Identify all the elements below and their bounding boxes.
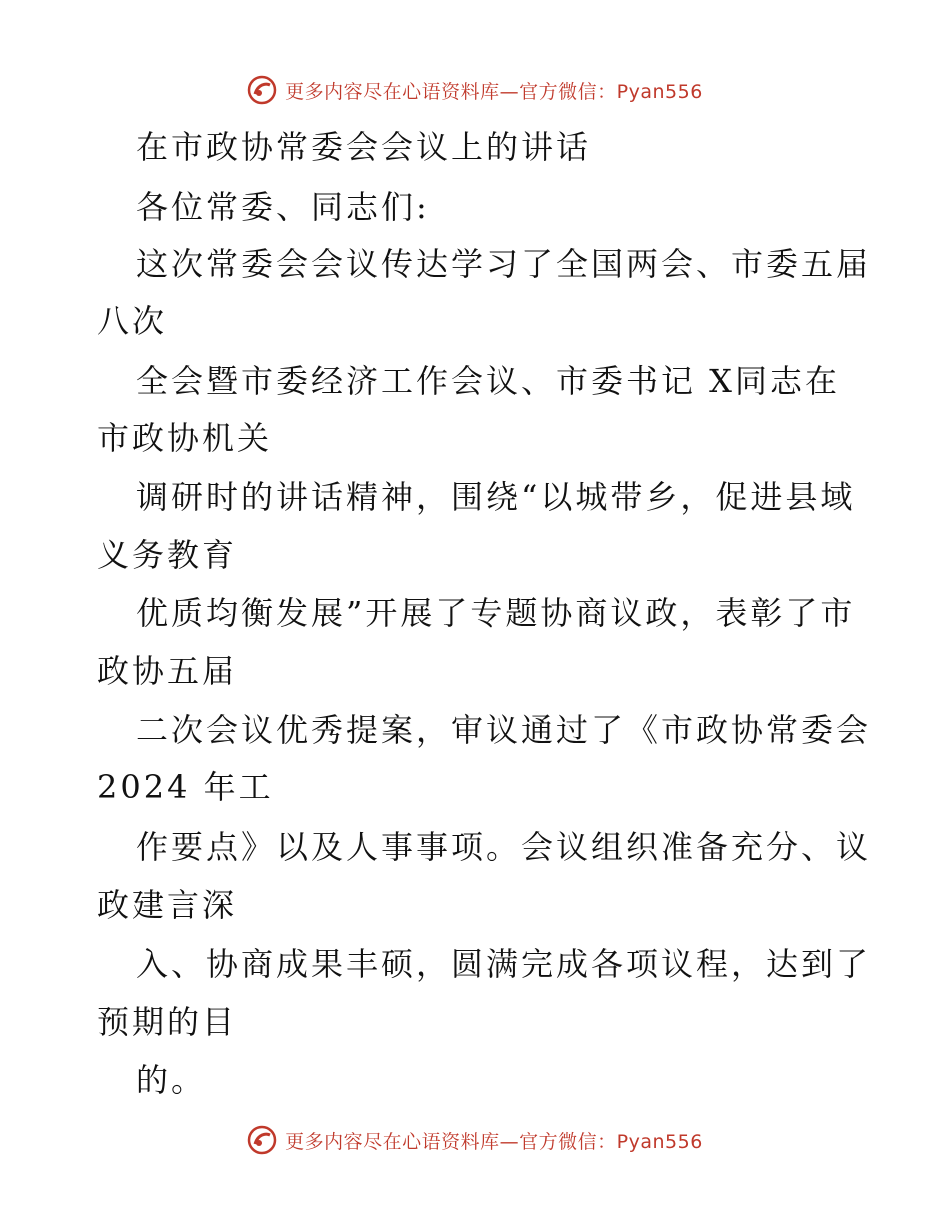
body-line: 政协五届 [97, 652, 238, 690]
body-line: 政建言深 [97, 886, 238, 924]
watermark-footer [0, 1120, 950, 1160]
watermark-text: 更多内容尽在心语资料库—官方微信：Pyan556 [285, 1130, 703, 1153]
brand-logo-icon [247, 1125, 277, 1155]
brand-logo-icon [247, 75, 277, 105]
body-line: 的。 [136, 1061, 207, 1099]
document-title: 在市政协常委会会议上的讲话 [136, 128, 592, 166]
watermark-text: 更多内容尽在心语资料库—官方微信：Pyan556 [285, 80, 703, 103]
body-line: 入、协商成果丰硕，圆满完成各项议程，达到了 [136, 945, 872, 983]
body-line: 义务教育 [97, 536, 238, 574]
body-line: 2024 年工 [97, 768, 274, 806]
body-line: 这次常委会会议传达学习了全国两会、市委五届 [136, 245, 872, 283]
body-line: 市政协机关 [97, 419, 273, 457]
body-line: 作要点》以及人事事项。会议组织准备充分、议 [136, 828, 872, 866]
body-line: 全会暨市委经济工作会议、市委书记 X同志在 [136, 362, 840, 400]
salutation: 各位常委、同志们: [136, 188, 430, 226]
body-line: 预期的目 [97, 1003, 238, 1041]
body-line: 八次 [97, 302, 168, 340]
watermark-header [0, 70, 950, 110]
body-line: 二次会议优秀提案，审议通过了《市政协常委会 [136, 711, 872, 749]
body-line: 优质均衡发展”开展了专题协商议政，表彰了市 [136, 594, 856, 632]
body-line: 调研时的讲话精神，围绕“以城带乡，促进县域 [136, 478, 856, 516]
